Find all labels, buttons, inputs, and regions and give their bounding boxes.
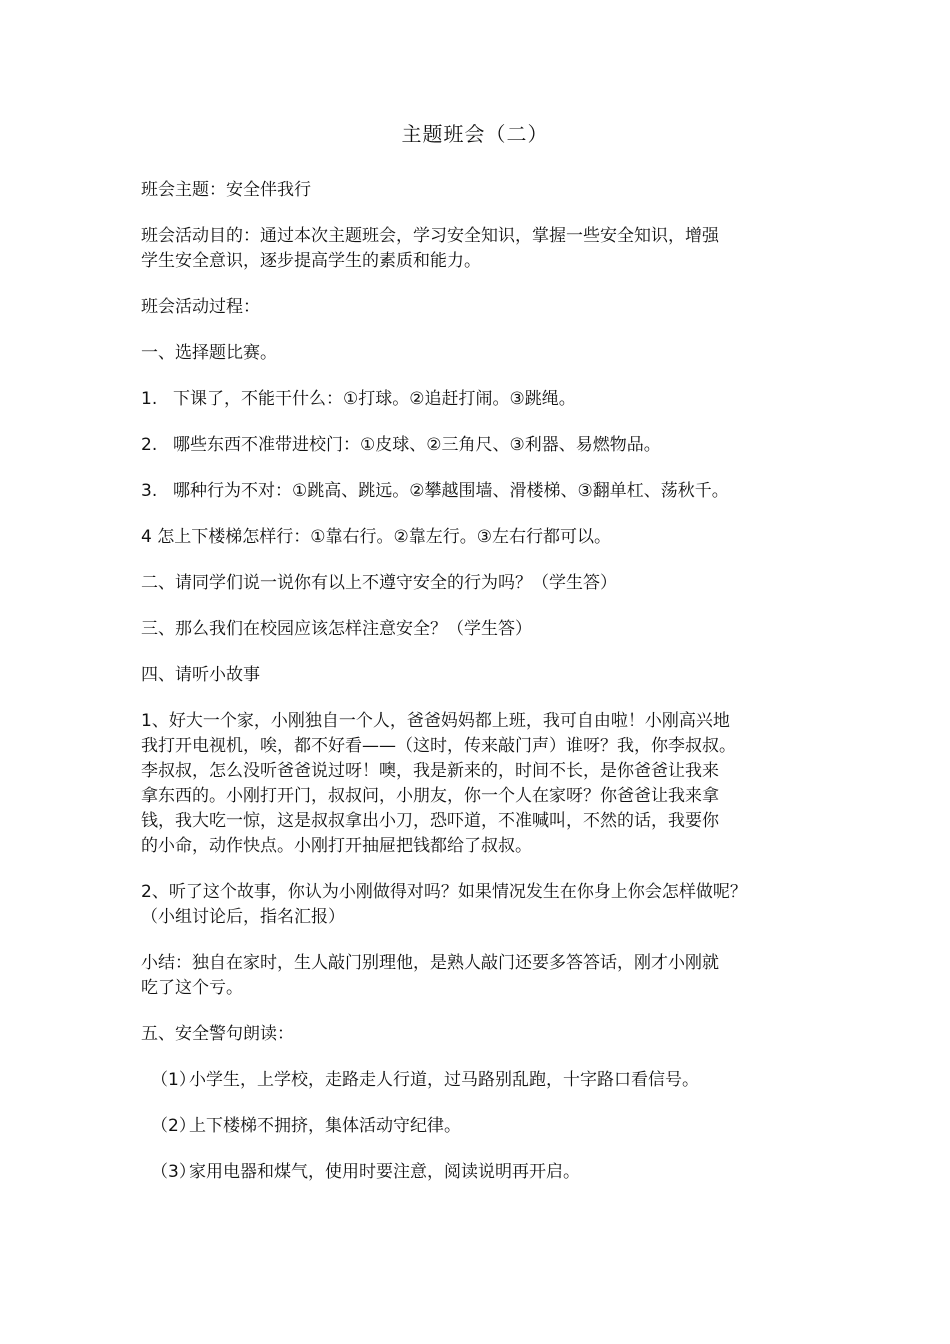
story-paragraph	[141, 709, 831, 859]
quiz-item-2	[141, 433, 831, 458]
slogan-item-1	[141, 1068, 831, 1093]
slogan-text: 小学生，上学校，走路走人行道，过马路别乱跑，十字路口看信号。	[189, 1070, 699, 1090]
quiz-item-text: 哪些东西不准带进校门：①皮球、②三角尺、③利器、易燃物品。	[173, 435, 661, 455]
purpose-line-2: 学生安全意识，逐步提高学生的素质和能力。	[141, 251, 481, 271]
summary-paragraph	[141, 951, 831, 1001]
summary-line: 吃了这个亏。	[141, 978, 243, 998]
section4-heading: 四、请听小故事	[141, 665, 260, 685]
summary-line: 小结：独自在家时，生人敲门别理他，是熟人敲门还要多答答话，刚才小刚就	[141, 953, 719, 973]
document-title: 主题班会（二）	[401, 122, 549, 146]
quiz-item-number: 3.	[141, 481, 158, 501]
slogan-text: 上下楼梯不拥挤，集体活动守纪律。	[189, 1116, 461, 1136]
story-line: 我打开电视机，唉，都不好看——（这时，传来敲门声）谁呀？我，你李叔叔。	[141, 736, 736, 756]
question-line: 2、听了这个故事，你认为小刚做得对吗？如果情况发生在你身上你会怎样做呢？	[141, 882, 747, 902]
process-label: 班会活动过程：	[141, 297, 260, 317]
question-line: （小组讨论后，指名汇报）	[141, 907, 345, 927]
section1-heading: 一、选择题比赛。	[141, 343, 277, 363]
story-line: 拿东西的。小刚打开门，叔叔问，小朋友，你一个人在家呀？你爸爸让我来拿	[141, 786, 719, 806]
slogan-number: （3）	[151, 1162, 196, 1182]
story-line: 钱，我大吃一惊，这是叔叔拿出小刀，恐吓道，不准喊叫，不然的话，我要你	[141, 811, 719, 831]
quiz-item-1	[141, 387, 831, 412]
discussion-question	[141, 880, 831, 930]
document-body	[141, 178, 831, 1206]
activity-purpose	[141, 224, 831, 274]
story-line: 的小命，动作快点。小刚打开抽屉把钱都给了叔叔。	[141, 836, 532, 856]
quiz-item-text: 下课了，不能干什么：①打球。②追赶打闹。③跳绳。	[173, 389, 576, 409]
slogan-item-2	[141, 1114, 831, 1139]
slogan-item-3	[141, 1160, 831, 1185]
section2-text: 二、请同学们说一说你有以上不遵守安全的行为吗？（学生答）	[141, 573, 617, 593]
quiz-item-number: 2.	[141, 435, 158, 455]
purpose-line-1: 班会活动目的：通过本次主题班会，学习安全知识，掌握一些安全知识，增强	[141, 226, 719, 246]
quiz-item-number: 1.	[141, 389, 158, 409]
slogan-number: （2）	[151, 1116, 196, 1136]
class-theme: 班会主题：安全伴我行	[141, 180, 311, 200]
slogan-number: （1）	[151, 1070, 196, 1090]
story-line: 1、好大一个家，小刚独自一个人，爸爸妈妈都上班，我可自由啦！小刚高兴地	[141, 711, 730, 731]
section3-text: 三、那么我们在校园应该怎样注意安全？（学生答）	[141, 619, 532, 639]
section5-heading: 五、安全警句朗读：	[141, 1024, 294, 1044]
slogan-text: 家用电器和煤气，使用时要注意，阅读说明再开启。	[189, 1162, 580, 1182]
quiz-item-4: 4 怎上下楼梯怎样行：①靠右行。②靠左行。③左右行都可以。	[141, 527, 611, 547]
story-line: 李叔叔，怎么没听爸爸说过呀！噢，我是新来的，时间不长，是你爸爸让我来	[141, 761, 719, 781]
quiz-item-3	[141, 479, 831, 504]
quiz-item-text: 哪种行为不对：①跳高、跳远。②攀越围墙、滑楼梯、③翻单杠、荡秋千。	[173, 481, 729, 501]
